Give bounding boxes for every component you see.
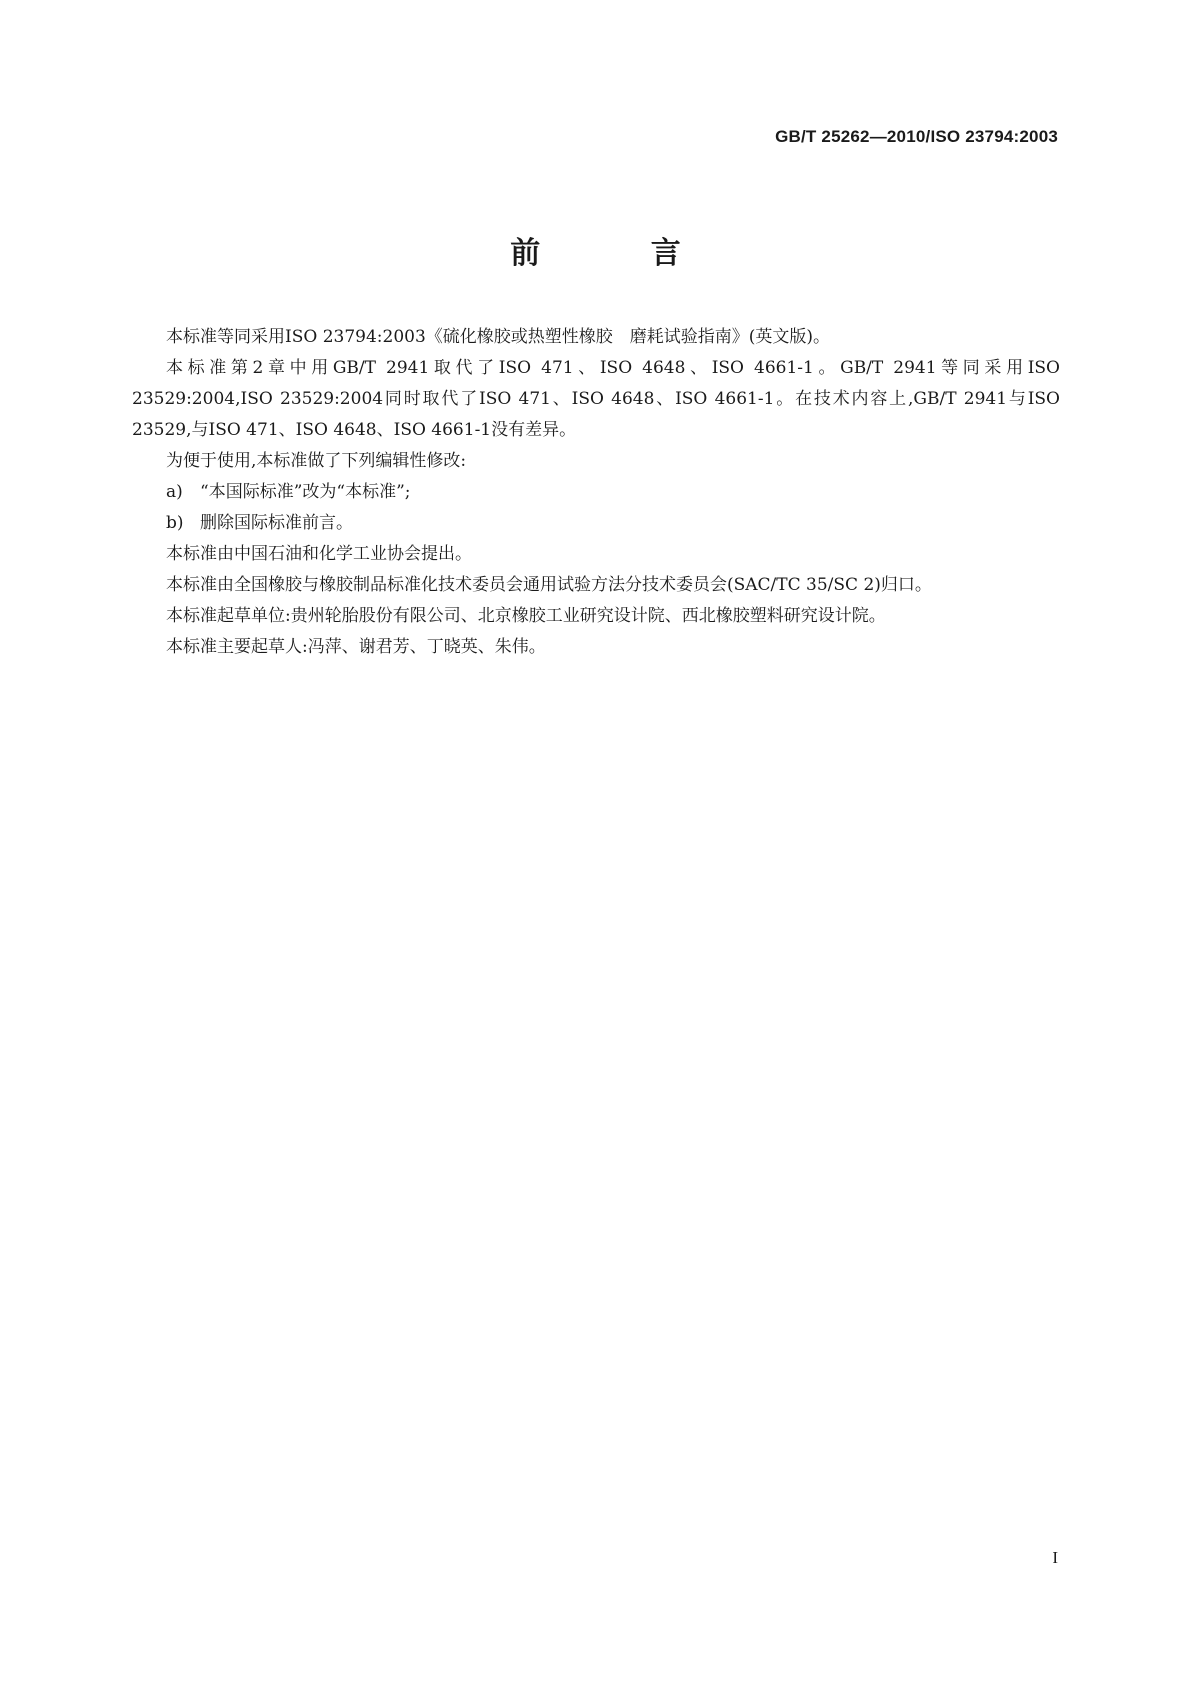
document-body <box>132 322 1060 663</box>
standard-code: GB/T 25262—2010/ISO 23794:2003 <box>775 127 1058 146</box>
page-number: I <box>1052 1548 1058 1567</box>
paragraph-editorial-changes: 为便于使用,本标准做了下列编辑性修改: <box>166 451 467 471</box>
list-marker: b) <box>166 513 184 533</box>
list-item-text: “本国际标准”改为“本标准”; <box>200 482 411 502</box>
list-item-text: 删除国际标准前言。 <box>200 513 353 533</box>
paragraph-chapter-2-references: 本标准第2章中用GB/T 2941取代了ISO 471、ISO 4648、ISO 4661-1。GB/T 2941等同采用ISO 23529:2004,ISO 23529:2004同时取代了ISO 471、ISO 4648、ISO 4661-1。在技术内容上,GB/T 2941与ISO 23529,与ISO 471、ISO 4648、ISO 4661-1没有差异。 <box>132 358 1060 440</box>
list-marker: a) <box>166 482 183 502</box>
paragraph-proposer: 本标准由中国石油和化学工业协会提出。 <box>166 544 472 564</box>
paragraph-drafting-units: 本标准起草单位:贵州轮胎股份有限公司、北京橡胶工业研究设计院、西北橡胶塑料研究设计院。 <box>166 606 886 626</box>
list-item <box>132 508 1060 539</box>
paragraph-adoption: 本标准等同采用ISO 23794:2003《硫化橡胶或热塑性橡胶 磨耗试验指南》(英文版)。 <box>166 327 831 347</box>
list-item <box>132 477 1060 508</box>
page-title: 前 言 <box>510 236 731 271</box>
paragraph-drafters: 本标准主要起草人:冯萍、谢君芳、丁晓英、朱伟。 <box>166 637 546 657</box>
paragraph-committee: 本标准由全国橡胶与橡胶制品标准化技术委员会通用试验方法分技术委员会(SAC/TC 35/SC 2)归口。 <box>166 575 932 595</box>
